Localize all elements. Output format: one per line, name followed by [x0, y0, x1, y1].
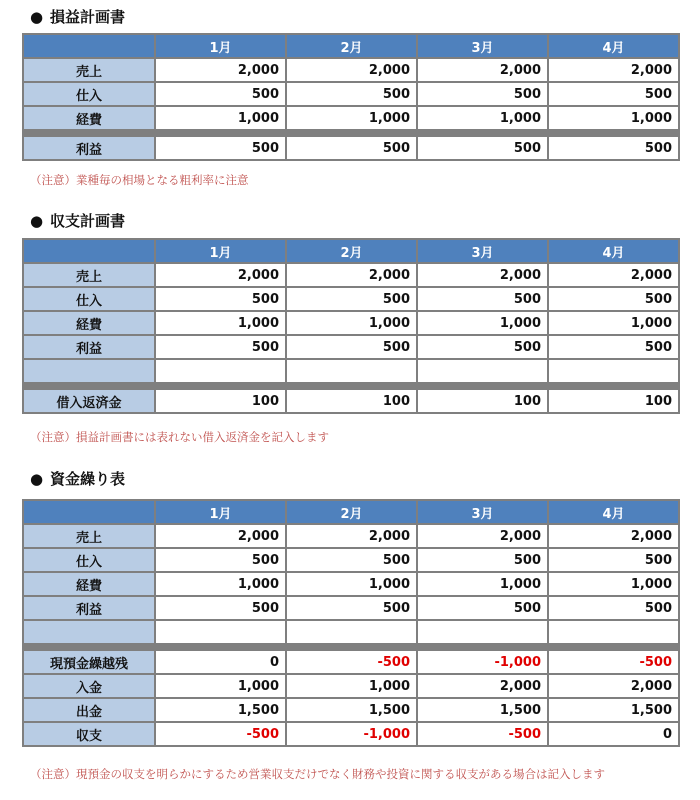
- cell-value: 0: [549, 723, 678, 745]
- row-label: 利益: [24, 336, 154, 358]
- table-row: [24, 549, 678, 571]
- cell-value: 1,500: [549, 699, 678, 721]
- cell-value-negative: -500: [418, 723, 547, 745]
- row-label: 利益: [24, 137, 154, 159]
- cell-value: 500: [287, 336, 416, 358]
- cell-value: [418, 621, 547, 643]
- cell-value: 2,000: [156, 264, 285, 286]
- cell-value: 1,500: [418, 699, 547, 721]
- cell-value: [287, 360, 416, 382]
- cell-value: 100: [156, 390, 285, 412]
- table-row: [24, 573, 678, 595]
- header-month-4: 4月: [549, 35, 678, 57]
- row-label: 入金: [24, 675, 154, 697]
- cell-value: 500: [156, 597, 285, 619]
- table-row: [24, 264, 678, 286]
- section-title-cashflow-plan: [30, 210, 125, 232]
- cell-value: 1,000: [287, 675, 416, 697]
- cell-value: 500: [418, 597, 547, 619]
- cell-value: 500: [549, 336, 678, 358]
- cell-value: 2,000: [549, 59, 678, 81]
- header-month-2: 2月: [287, 501, 416, 523]
- header-month-2: 2月: [287, 35, 416, 57]
- cell-value: 500: [287, 137, 416, 159]
- bullet-icon: ●: [30, 8, 44, 26]
- cell-value: 2,000: [156, 525, 285, 547]
- cell-value: 500: [549, 83, 678, 105]
- cell-value: 500: [418, 288, 547, 310]
- cell-value: 1,000: [287, 573, 416, 595]
- cell-value: 1,000: [156, 107, 285, 129]
- cell-value: 2,000: [287, 264, 416, 286]
- cell-value: 0: [156, 651, 285, 673]
- header-month-1: 1月: [156, 501, 285, 523]
- cashflow-plan-table: [22, 238, 680, 414]
- cell-value: 1,000: [287, 312, 416, 334]
- cell-value-negative: -500: [549, 651, 678, 673]
- row-label: [24, 621, 154, 643]
- header-month-2: 2月: [287, 240, 416, 262]
- bullet-icon: ●: [30, 470, 44, 488]
- cell-value: 2,000: [418, 525, 547, 547]
- cell-value: 500: [287, 83, 416, 105]
- table-row: [24, 288, 678, 310]
- cell-value: 2,000: [418, 675, 547, 697]
- pl-table: [22, 33, 680, 161]
- cell-value: 1,000: [418, 312, 547, 334]
- cell-value: 500: [418, 137, 547, 159]
- cell-value: 2,000: [418, 59, 547, 81]
- table-row: [24, 525, 678, 547]
- cell-value: 500: [156, 336, 285, 358]
- table-row: [24, 699, 678, 721]
- cell-value: 1,500: [287, 699, 416, 721]
- cell-value: [156, 621, 285, 643]
- table-header-row: [24, 501, 678, 523]
- table-row-empty: [24, 360, 678, 382]
- cell-value: 100: [549, 390, 678, 412]
- table-row: [24, 597, 678, 619]
- header-month-3: 3月: [418, 35, 547, 57]
- cell-value: [287, 621, 416, 643]
- cell-value-negative: -1,000: [287, 723, 416, 745]
- note-text: （注意）業種毎の相場となる粗利率に注意: [30, 173, 249, 187]
- row-label: 借入返済金: [24, 390, 154, 412]
- cell-value: [156, 360, 285, 382]
- row-label: 仕入: [24, 549, 154, 571]
- section-title-text: 損益計画書: [50, 8, 126, 26]
- header-month-3: 3月: [418, 240, 547, 262]
- row-label: 仕入: [24, 288, 154, 310]
- table-row: [24, 137, 678, 159]
- note-text: （注意）損益計画書には表れない借入返済金を記入します: [30, 430, 329, 444]
- row-label: 収支: [24, 723, 154, 745]
- cell-value: 2,000: [549, 264, 678, 286]
- cell-value: 1,000: [418, 107, 547, 129]
- table-row: [24, 312, 678, 334]
- cell-value: 500: [549, 288, 678, 310]
- section-title-cash-management: [30, 468, 125, 490]
- header-month-4: 4月: [549, 501, 678, 523]
- row-label: 経費: [24, 573, 154, 595]
- cell-value-negative: -500: [287, 651, 416, 673]
- row-label: 売上: [24, 525, 154, 547]
- table-row: [24, 59, 678, 81]
- header-month-3: 3月: [418, 501, 547, 523]
- cell-value: 1,000: [549, 107, 678, 129]
- row-label: 利益: [24, 597, 154, 619]
- row-label: 経費: [24, 312, 154, 334]
- bullet-icon: ●: [30, 212, 44, 230]
- row-label: 仕入: [24, 83, 154, 105]
- cell-value: [549, 360, 678, 382]
- cell-value: 2,000: [549, 675, 678, 697]
- table-row: [24, 675, 678, 697]
- cell-value: 2,000: [156, 59, 285, 81]
- cell-value: 1,000: [418, 573, 547, 595]
- cell-value-negative: -1,000: [418, 651, 547, 673]
- table-row: [24, 107, 678, 129]
- cell-value: 1,000: [156, 573, 285, 595]
- row-label: [24, 360, 154, 382]
- row-label: 出金: [24, 699, 154, 721]
- cell-value: 1,000: [287, 107, 416, 129]
- header-month-1: 1月: [156, 35, 285, 57]
- section-title-pl: [30, 6, 125, 28]
- table-row: [24, 83, 678, 105]
- cell-value: 500: [549, 549, 678, 571]
- header-corner: [24, 240, 154, 262]
- cell-value: 500: [418, 336, 547, 358]
- header-corner: [24, 501, 154, 523]
- cell-value: 2,000: [287, 59, 416, 81]
- note-text: （注意）現預金の収支を明らかにするため営業収支だけでなく財務や投資に関する収支がある場合は記入します: [30, 767, 605, 781]
- row-separator: [24, 645, 678, 649]
- cell-value: 1,000: [156, 312, 285, 334]
- row-separator: [24, 131, 678, 135]
- cell-value: 2,000: [287, 525, 416, 547]
- row-label: 現預金繰越残: [24, 651, 154, 673]
- cell-value: [549, 621, 678, 643]
- cell-value: 100: [287, 390, 416, 412]
- cell-value: 500: [287, 549, 416, 571]
- table-row: [24, 723, 678, 745]
- cell-value: 500: [156, 137, 285, 159]
- header-month-4: 4月: [549, 240, 678, 262]
- row-separator: [24, 384, 678, 388]
- header-month-1: 1月: [156, 240, 285, 262]
- cash-management-table: [22, 499, 680, 747]
- table-header-row: [24, 240, 678, 262]
- cell-value: 1,000: [549, 312, 678, 334]
- cell-value: 500: [549, 597, 678, 619]
- row-label: 売上: [24, 264, 154, 286]
- cell-value: 500: [287, 288, 416, 310]
- table-row-empty: [24, 621, 678, 643]
- cell-value: 1,000: [156, 675, 285, 697]
- cell-value-negative: -500: [156, 723, 285, 745]
- cell-value: 100: [418, 390, 547, 412]
- header-corner: [24, 35, 154, 57]
- cell-value: 500: [287, 597, 416, 619]
- cell-value: 500: [418, 549, 547, 571]
- cell-value: 500: [549, 137, 678, 159]
- cell-value: 500: [156, 288, 285, 310]
- row-label: 売上: [24, 59, 154, 81]
- table-row: [24, 390, 678, 412]
- cell-value: [418, 360, 547, 382]
- cell-value: 1,000: [549, 573, 678, 595]
- cell-value: 2,000: [418, 264, 547, 286]
- section-title-text: 収支計画書: [50, 212, 126, 230]
- cell-value: 1,500: [156, 699, 285, 721]
- table-row: [24, 651, 678, 673]
- cell-value: 500: [156, 83, 285, 105]
- table-row: [24, 336, 678, 358]
- cell-value: 2,000: [549, 525, 678, 547]
- table-header-row: [24, 35, 678, 57]
- section-title-text: 資金繰り表: [50, 470, 126, 488]
- row-label: 経費: [24, 107, 154, 129]
- cell-value: 500: [156, 549, 285, 571]
- cell-value: 500: [418, 83, 547, 105]
